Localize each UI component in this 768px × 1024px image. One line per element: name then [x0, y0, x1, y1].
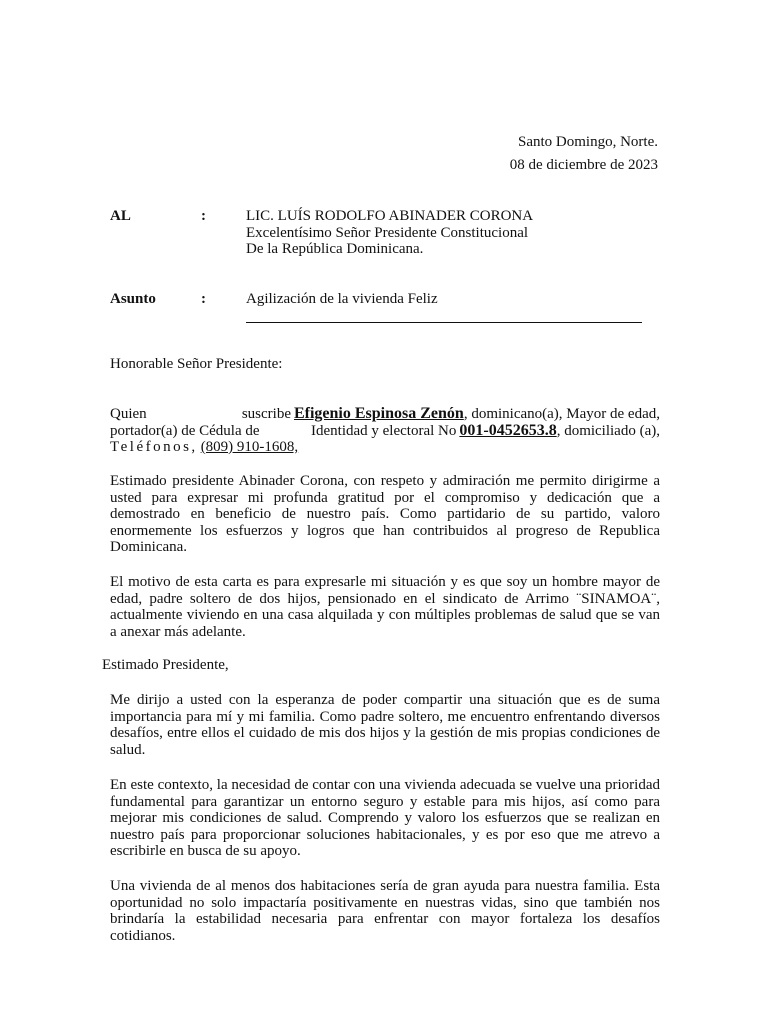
- intro-word-suscribe: suscribe: [241, 406, 291, 422]
- subject-colon: :: [201, 291, 206, 307]
- recipient-country: De la República Dominicana.: [246, 241, 424, 257]
- intro-domicile: , domiciliado (a),: [556, 422, 660, 439]
- recipient-name: LIC. LUÍS RODOLFO ABINADER CORONA: [246, 208, 534, 224]
- paragraph-situation: El motivo de esta carta es para expresarle mi situación y es que soy un hombre mayor de edad, padre soltero de dos hijos, pensionado en el sindicato de Arrimo ¨SINAMOA¨, actualmente viviendo en una casa alquilada y con múltiples problemas de salud que se van a anexar más adelante.: [110, 574, 660, 640]
- intro-after-name: , dominicano(a), Mayor de edad,: [463, 406, 660, 422]
- paragraph-request: Una vivienda de al menos dos habitaciones sería de gran ayuda para nuestra familia. Esta oportunidad no solo impactaría positivamente en nuestras vidas, sino que también nos brindaría la estabilidad necesaria para enfrentar con mayor fortaleza los desafíos cotidianos.: [110, 878, 660, 944]
- signer-name: Efigenio Espinosa Zenón: [293, 405, 464, 422]
- salutation: Honorable Señor Presidente:: [110, 356, 283, 372]
- recipient-block: [246, 208, 533, 258]
- intro-paragraph: [110, 406, 660, 456]
- intro-line-3: [110, 439, 660, 456]
- phone-number: (809) 910-1608,: [200, 439, 299, 455]
- date-line: 08 de diciembre de 2023: [509, 157, 658, 173]
- intro-word-quien: Quien: [110, 406, 147, 422]
- intro-line-2-rest: [311, 423, 660, 440]
- greeting-second: Estimado Presidente,: [102, 657, 229, 673]
- intro-cedula-b: Identidad y electoral No: [311, 422, 457, 439]
- place-line: Santo Domingo, Norte.: [518, 134, 658, 150]
- subject-underline: [246, 322, 642, 323]
- paragraph-hope: Me dirijo a usted con la esperanza de poder compartir una situación que es de suma importancia para mí y mi familia. Como padre soltero, me encuentro enfrentando diversos desafíos, entre ellos el cuidado de mis dos hijos y la gestión de mis propias condiciones de salud.: [110, 692, 660, 758]
- paragraph-gratitude: Estimado presidente Abinader Corona, con respeto y admiración me permito dirigirme a usted para expresar mi profunda gratitud por el compromiso y dedicación que a demostrado en beneficio de nuestro país. Como partidario de su partido, valoro enormemente los esfuerzos y logros que han contribuidos al progreso de Republica Dominicana.: [110, 473, 660, 555]
- recipient-colon: :: [201, 208, 206, 224]
- intro-line-1-rest: [242, 406, 660, 423]
- intro-line-2: [110, 423, 660, 440]
- phones-label: Teléfonos,: [110, 439, 198, 455]
- intro-line-1: [110, 406, 660, 423]
- recipient-title: Excelentísimo Señor Presidente Constitucional: [246, 224, 529, 241]
- intro-cedula-a: portador(a) de Cédula de: [110, 422, 260, 439]
- subject-label: Asunto: [110, 291, 156, 307]
- paragraph-housing-need: En este contexto, la necesidad de contar con una vivienda adecuada se vuelve una prioridad fundamental para garantizar un entorno seguro y estable para mis hijos, así como para mejorar mis condiciones de salud. Comprendo y valoro los esfuerzos que se realizan en nuestro país para proporcionar soluciones habitacionales, y es por eso que me atrevo a escribirle en busca de su apoyo.: [110, 777, 660, 859]
- id-number: 001-0452653.8: [459, 421, 557, 439]
- recipient-label: AL: [110, 208, 131, 224]
- subject-text: Agilización de la vivienda Feliz: [246, 291, 438, 307]
